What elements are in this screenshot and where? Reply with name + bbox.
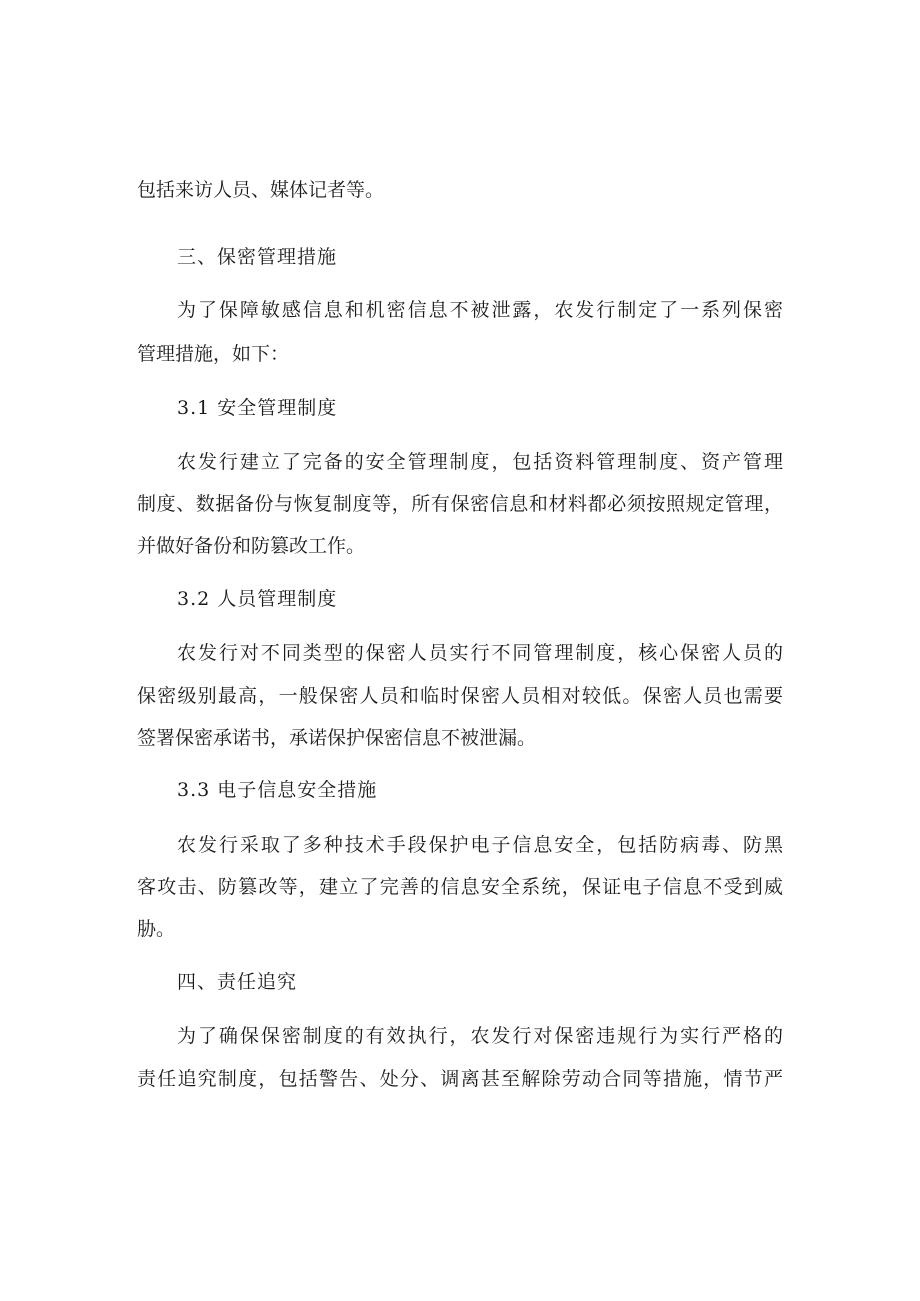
paragraph-line: 农发行采取了多种技术手段保护电子信息安全，包括防病毒、防黑 [177,834,783,856]
paragraph-line: 保密级别最高，一般保密人员和临时保密人员相对较低。保密人员也需要 [137,685,783,707]
subsection-heading: 3.1 安全管理制度 [177,397,338,419]
paragraph-line: 胁。 [137,918,176,940]
subsection-heading: 3.3 电子信息安全措施 [177,779,378,801]
paragraph-line: 农发行建立了完备的安全管理制度，包括资料管理制度、资产管理 [177,451,783,473]
section-heading: 四、责任追究 [177,971,298,993]
subsection-heading: 3.2 人员管理制度 [177,588,338,610]
paragraph-line: 为了确保保密制度的有效执行，农发行对保密违规行为实行严格的 [177,1025,783,1047]
paragraph-line: 管理措施，如下： [137,343,290,365]
paragraph-line: 责任追究制度，包括警告、处分、调离甚至解除劳动合同等措施，情节严 [137,1068,783,1090]
section-heading: 三、保密管理措施 [177,246,338,268]
paragraph-line: 签署保密承诺书，承诺保护保密信息不被泄漏。 [137,727,537,749]
paragraph-line: 农发行对不同类型的保密人员实行不同管理制度，核心保密人员的 [177,642,783,664]
paragraph-line: 并做好备份和防篡改工作。 [137,535,366,557]
paragraph-line: 包括来访人员、媒体记者等。 [137,179,385,201]
paragraph-line: 为了保障敏感信息和机密信息不被泄露，农发行制定了一系列保密 [177,299,783,321]
paragraph-line: 制度、数据备份与恢复制度等，所有保密信息和材料都必须按照规定管理， [137,493,783,515]
paragraph-line: 客攻击、防篡改等，建立了完善的信息安全系统，保证电子信息不受到威 [137,876,783,898]
